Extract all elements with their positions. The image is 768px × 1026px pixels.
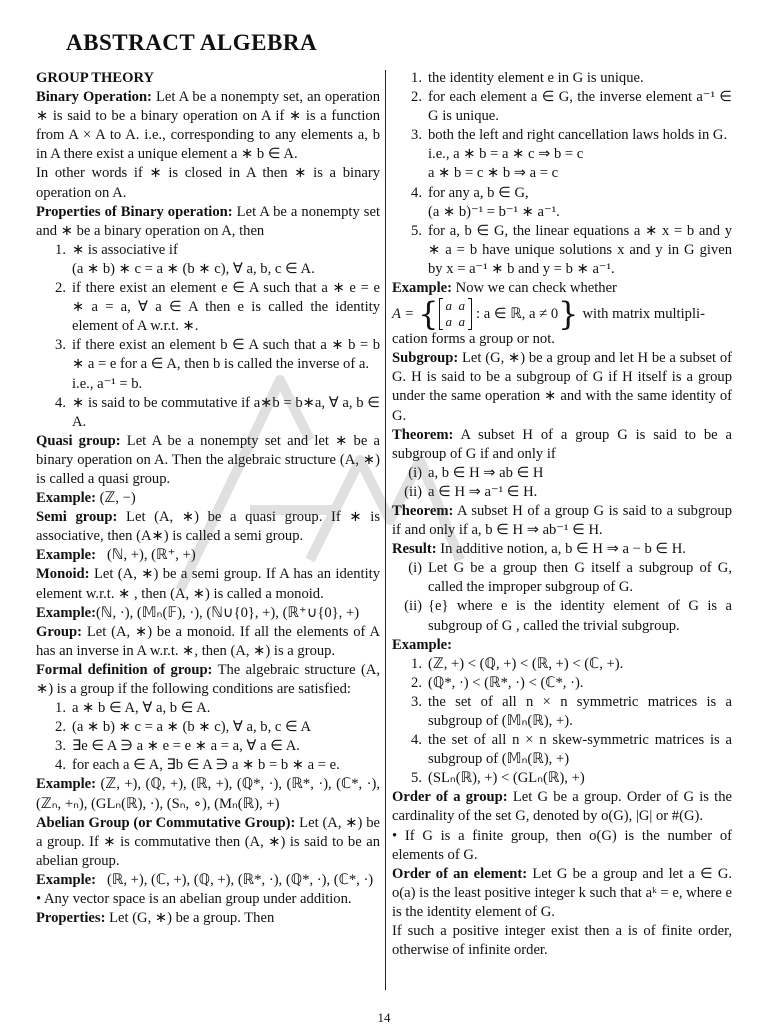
item-number: (ii) — [404, 483, 422, 500]
term: Group: — [36, 623, 82, 640]
text: Let G be a group and let a ∈ G. o(a) is the least positive integer k such that aᵏ = e, where e is the identity element of G. — [392, 865, 733, 920]
order-of-element-para — [392, 865, 732, 922]
item-number: 2. — [55, 719, 66, 736]
item-text: the identity element e in G is unique. — [428, 70, 644, 86]
theorem-conditions — [392, 464, 732, 502]
term: Properties of Binary operation: — [36, 203, 233, 220]
term: Result: — [392, 541, 437, 558]
item-number: 1. — [55, 700, 66, 717]
item-text: ∗ is associative if (a ∗ b) ∗ c = a ∗ (b ∗ c), ∀ a, b, c ∈ A. — [72, 241, 315, 277]
text: Let (A, ∗) be a semi group. If A has an identity element w.r.t. ∗ , then (A, ∗) is called a monoid. — [36, 566, 381, 602]
item-number: 5. — [411, 770, 422, 787]
text: Now we can check whether — [455, 280, 617, 297]
right-column — [392, 69, 732, 960]
list-item — [392, 69, 732, 88]
list-item — [36, 699, 380, 718]
text: Let (A, ∗) be a group. If ∗ is commutative then (A, ∗) is said to be an abelian group. — [36, 814, 380, 869]
binary-operation-para-2: In other words if ∗ is closed in A then ∗ is a binary operation on A. — [36, 165, 380, 201]
matrix-lhs: A = — [392, 305, 415, 322]
result-para — [392, 540, 732, 559]
list-item — [392, 769, 732, 788]
term: Order of an element: — [392, 865, 528, 882]
text: Let G be a group. Order of G is the cardinality of the set G, denoted by o(G), |G| or #(G). — [392, 789, 733, 825]
page-number: 14 — [377, 1010, 391, 1025]
list-item — [36, 756, 380, 775]
list-item — [392, 597, 732, 635]
item-text: (a ∗ b) ∗ c = a ∗ (b ∗ c), ∀ a, b, c ∈ A — [72, 719, 312, 736]
theorem-para-2 — [392, 502, 732, 540]
term: Example: — [36, 776, 96, 793]
example-para — [36, 871, 380, 890]
term: Theorem: — [392, 502, 454, 519]
item-text: for a, b ∈ G, the linear equations a ∗ x = b and y ∗ a = b have unique solutions x and y in G given by x = a⁻¹ ∗ b and y = b ∗ a⁻¹. — [428, 222, 732, 277]
subgroup-para — [392, 349, 732, 425]
text: Let (G, ∗) be a group. Then — [109, 910, 275, 927]
item-text: (SLₙ(ℝ), +) < (GLₙ(ℝ), +) — [428, 770, 585, 787]
text: In additive notion, a, b ∈ H ⇒ a − b ∈ H. — [440, 541, 686, 558]
properties-list — [36, 241, 380, 432]
subgroup-examples-list — [392, 655, 732, 789]
column-divider — [385, 70, 386, 990]
left-column — [36, 69, 380, 928]
item-text: a, b ∈ H ⇒ ab ∈ H — [428, 464, 544, 481]
term: Order of a group: — [392, 789, 508, 806]
list-item — [36, 279, 380, 336]
item-text: for each element a ∈ G, the inverse element a⁻¹ ∈ G is unique. — [428, 89, 732, 125]
page-title: ABSTRACT ALGEBRA — [66, 30, 318, 55]
list-item — [392, 731, 732, 769]
item-text: a ∗ b ∈ A, ∀ a, b ∈ A. — [72, 700, 211, 717]
text: A subset H of a group G is said to be a subgroup of G if and only if — [392, 426, 733, 462]
properties-binop-para — [36, 203, 380, 241]
properties-para — [36, 909, 380, 928]
item-number: (ii) — [404, 598, 422, 615]
list-item — [36, 336, 380, 393]
item-text: {e} where e is the identity element of G is a subgroup of G , called the trivial subgroup. — [428, 598, 732, 634]
term: Example: — [392, 280, 452, 297]
item-text: both the left and right cancellation laws holds in G. i.e., a ∗ b = a ∗ c ⇒ b = c a ∗ b = c ∗ b ⇒ a = c — [428, 127, 728, 182]
item-text: (ℤ, +) < (ℚ, +) < (ℝ, +) < (ℂ, +). — [428, 655, 624, 672]
item-text: if there exist an element b ∈ A such that a ∗ b = b ∗ a = e for a ∈ A, then b is called the inverse of a. i.e., a⁻¹ = b. — [72, 337, 380, 392]
term: Binary Operation: — [36, 89, 152, 106]
result-list — [392, 559, 732, 635]
item-text: the set of all n × n skew-symmetric matrices is a subgroup of (𝕄ₙ(ℝ), +) — [428, 732, 732, 768]
term: Example: — [36, 871, 96, 888]
section-heading: GROUP THEORY — [36, 70, 155, 86]
abelian-group-para — [36, 814, 380, 871]
matrix-tail: with matrix multipli- — [582, 305, 705, 322]
list-item — [392, 184, 732, 222]
item-number: (i) — [408, 560, 422, 577]
term: Theorem: — [392, 426, 454, 443]
text: Let A be a nonempty set and ∗ be a binary operation on A, then — [36, 203, 381, 239]
item-number: 3. — [411, 693, 422, 710]
text: Let (A, ∗) be a quasi group. If ∗ is associative, then (A∗) is called a semi group. — [36, 509, 381, 545]
order-of-element-para-2: If such a positive integer exist then a is of finite order, otherwise of infinite order. — [392, 923, 732, 959]
item-text: ∗ is said to be commutative if a∗b = b∗a, ∀ a, b ∈ A. — [72, 394, 380, 430]
matrix-example — [392, 295, 732, 334]
group-para — [36, 623, 380, 661]
item-text: ∃e ∈ A ∋ a ∗ e = e ∗ a = a, ∀ a ∈ A. — [72, 738, 300, 755]
item-number: 3. — [55, 738, 66, 755]
list-item — [392, 88, 732, 126]
term: Quasi group: — [36, 432, 121, 449]
term: Example: — [36, 604, 96, 621]
item-number: 1. — [411, 655, 422, 672]
item-text: Let G be a group then G itself a subgroup of G, called the improper subgroup of G. — [428, 560, 732, 596]
matrix-tail-2: cation forms a group or not. — [392, 331, 555, 348]
formal-definition-list — [36, 699, 380, 775]
group-properties-list — [392, 69, 732, 279]
item-number: 2. — [411, 89, 422, 106]
text: (ℤ, +), (ℚ, +), (ℝ, +), (ℚ*, ·), (ℝ*, ·), (ℂ*, ·), (ℤₙ, +ₙ), (GLₙ(ℝ), ·), (Sₙ, ∘), (Mₙ(ℝ), +) — [36, 776, 380, 812]
matrix-set — [418, 295, 579, 334]
list-item — [392, 464, 732, 483]
item-text: the set of all n × n symmetric matrices is a subgroup of (𝕄ₙ(ℝ), +). — [428, 693, 732, 729]
term: Formal definition of group: — [36, 661, 213, 678]
example-para — [36, 489, 380, 508]
text: Let (G, ∗) be a group and let H be a subset of G. H is said to be a subgroup of G if H itself is a group under the same operation ∗ and with the same identity of G. — [392, 350, 732, 424]
item-text: (ℚ*, ·) < (ℝ*, ·) < (ℂ*, ·). — [428, 674, 584, 691]
item-text: for each a ∈ A, ∃b ∈ A ∋ a ∗ b = b ∗ a = e. — [72, 757, 340, 774]
text: A subset H of a group G is said to a subgroup if and only if a, b ∈ H ⇒ ab⁻¹ ∈ H. — [392, 502, 732, 539]
matrix: a a a a — [439, 298, 473, 330]
monoid-para — [36, 565, 380, 603]
item-number: 5. — [411, 222, 422, 239]
list-item — [392, 483, 732, 502]
item-text: for any a, b ∈ G, (a ∗ b)⁻¹ = b⁻¹ ∗ a⁻¹. — [428, 184, 560, 220]
term: Semi group: — [36, 509, 118, 526]
list-item — [36, 737, 380, 756]
term: Subgroup: — [392, 350, 459, 367]
item-number: 3. — [411, 127, 422, 144]
item-number: 2. — [411, 674, 422, 691]
example-heading: Example: — [392, 636, 452, 653]
term: Monoid: — [36, 566, 90, 583]
list-item — [36, 241, 380, 279]
text: (ℤ, −) — [99, 490, 136, 507]
theorem-para — [392, 426, 732, 464]
formal-definition-para — [36, 661, 380, 699]
list-item — [392, 559, 732, 597]
item-number: 2. — [55, 280, 66, 297]
item-number: 4. — [411, 732, 422, 749]
text: (ℕ, ·), (𝕄ₙ(𝔽), ·), (ℕ∪{0}, +), (ℝ⁺∪{0}, +) — [96, 604, 360, 621]
item-number: 4. — [55, 394, 66, 411]
term: Example: — [36, 547, 96, 564]
left-brace: { — [418, 295, 439, 334]
item-number: 4. — [55, 757, 66, 774]
binary-operation-para — [36, 88, 380, 164]
list-item — [392, 222, 732, 279]
item-number: 4. — [411, 184, 422, 201]
order-of-group-para — [392, 788, 732, 826]
list-item — [392, 674, 732, 693]
list-item — [36, 718, 380, 737]
order-bullet: • If G is a finite group, then o(G) is the number of elements of G. — [392, 827, 732, 863]
item-number: 1. — [411, 70, 422, 86]
term: Abelian Group (or Commutative Group): — [36, 814, 296, 831]
item-number: (i) — [408, 464, 422, 481]
term: Example: — [36, 490, 96, 507]
item-number: 1. — [55, 241, 66, 258]
text: The algebraic structure (A, ∗) is a group if the following conditions are satisfied: — [36, 661, 380, 697]
list-item — [36, 394, 380, 432]
vector-space-bullet: • Any vector space is an abelian group under addition. — [36, 891, 352, 908]
list-item — [392, 655, 732, 674]
list-item — [392, 126, 732, 183]
text: Let (A, ∗) be a monoid. If all the elements of A has an inverse in A w.r.t. ∗, then (A, ∗) is a group. — [36, 623, 380, 659]
quasi-group-para — [36, 432, 380, 489]
list-item — [392, 693, 732, 731]
example-para — [36, 775, 380, 813]
text: Let A be a nonempty set, an operation ∗ is said to be a binary operation on A if ∗ is a function from A × A to A. i.e., corresponding to any elements a, b in A there exist a unique element a ∗ b ∈ A. — [36, 89, 380, 163]
item-text: a ∈ H ⇒ a⁻¹ ∈ H. — [428, 483, 538, 500]
item-number: 3. — [55, 337, 66, 354]
text: Let A be a nonempty set and let ∗ be a binary operation on A. Then the algebraic structure (A, ∗) is called a quasi group. — [36, 432, 380, 487]
right-brace: } — [558, 295, 579, 334]
item-text: if there exist an element e ∈ A such that a ∗ e = e ∗ a = a, ∀ a ∈ A then e is called the identity element of A w.r.t. ∗. — [72, 280, 380, 335]
example-para — [36, 604, 380, 623]
text: (ℝ, +), (ℂ, +), (ℚ, +), (ℝ*, ·), (ℚ*, ·), (ℂ*, ·) — [106, 871, 374, 888]
example-para — [36, 546, 380, 565]
term: Properties: — [36, 910, 106, 927]
semi-group-para — [36, 508, 380, 546]
matrix-condition: : a ∈ ℝ, a ≠ 0 — [476, 305, 559, 322]
text: (ℕ, +), (ℝ⁺, +) — [106, 547, 196, 564]
